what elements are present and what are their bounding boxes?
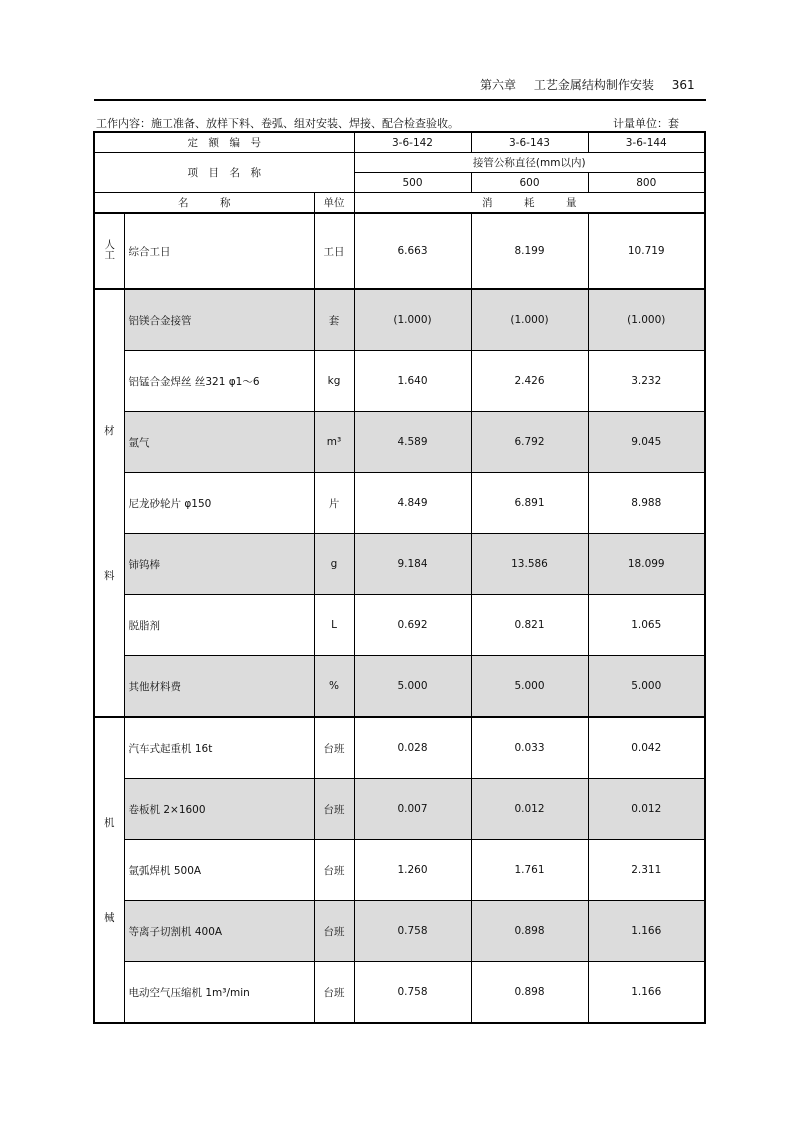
table-row	[94, 412, 705, 473]
quota-no: 3-6-142	[354, 132, 471, 153]
item-value: 1.260	[354, 840, 471, 901]
item-unit: 台班	[314, 840, 354, 901]
item-name-label: 项 目 名 称	[94, 153, 354, 193]
item-value: 3.232	[588, 351, 705, 412]
item-unit: 台班	[314, 901, 354, 962]
item-name: 等离子切割机 400A	[124, 901, 314, 962]
item-name: 氩气	[124, 412, 314, 473]
item-value: 0.758	[354, 901, 471, 962]
item-name: 卷板机 2×1600	[124, 779, 314, 840]
item-value: 0.821	[471, 595, 588, 656]
quota-no: 3-6-144	[588, 132, 705, 153]
item-unit: 片	[314, 473, 354, 534]
item-value: 0.028	[354, 717, 471, 779]
item-name: 脱脂剂	[124, 595, 314, 656]
item-value: 0.012	[471, 779, 588, 840]
param-header-row	[94, 153, 705, 173]
quota-no: 3-6-143	[471, 132, 588, 153]
item-value: 0.692	[354, 595, 471, 656]
param-value: 500	[354, 173, 471, 193]
item-value: 6.663	[354, 213, 471, 289]
item-value: 2.311	[588, 840, 705, 901]
table-row	[94, 534, 705, 595]
quota-no-row	[94, 132, 705, 153]
item-unit: 工日	[314, 213, 354, 289]
item-value: (1.000)	[471, 289, 588, 351]
table-row	[94, 473, 705, 534]
table-row	[94, 840, 705, 901]
item-value: 2.426	[471, 351, 588, 412]
category-label-bottom: 械	[104, 912, 115, 924]
table-row	[94, 595, 705, 656]
quota-no-label: 定 额 编 号	[94, 132, 354, 153]
table-row	[94, 351, 705, 412]
table-row	[94, 779, 705, 840]
table-row	[94, 656, 705, 718]
item-unit: m³	[314, 412, 354, 473]
item-value: 9.045	[588, 412, 705, 473]
item-value: 18.099	[588, 534, 705, 595]
col-unit-header: 单位	[314, 193, 354, 214]
param-label: 接管公称直径(mm以内)	[354, 153, 705, 173]
item-unit: 台班	[314, 717, 354, 779]
column-header-row	[94, 193, 705, 214]
category-materials	[94, 289, 124, 717]
item-value: 6.891	[471, 473, 588, 534]
table-row	[94, 213, 705, 289]
param-value: 800	[588, 173, 705, 193]
item-unit: 台班	[314, 962, 354, 1024]
item-value: 5.000	[354, 656, 471, 718]
item-unit: L	[314, 595, 354, 656]
work-content: 工作内容：施工准备、放样下料、卷弧、组对安装、焊接、配合检查验收。	[96, 117, 459, 130]
table-row	[94, 289, 705, 351]
item-name: 铈钨棒	[124, 534, 314, 595]
category-machinery	[94, 717, 124, 1023]
item-value: 10.719	[588, 213, 705, 289]
item-value: 13.586	[471, 534, 588, 595]
item-value: 6.792	[471, 412, 588, 473]
param-value: 600	[471, 173, 588, 193]
item-value: 5.000	[471, 656, 588, 718]
item-unit: g	[314, 534, 354, 595]
item-name: 氩弧焊机 500A	[124, 840, 314, 901]
unit-note: 计量单位：套	[613, 117, 679, 130]
category-label-top: 材	[104, 425, 115, 437]
item-name: 铝锰合金焊丝 丝321 φ1～6	[124, 351, 314, 412]
item-value: 0.898	[471, 901, 588, 962]
item-value: 0.042	[588, 717, 705, 779]
header-rule	[94, 99, 706, 101]
item-value: 1.065	[588, 595, 705, 656]
item-value: 1.640	[354, 351, 471, 412]
item-value: (1.000)	[354, 289, 471, 351]
category-label-bottom: 料	[104, 570, 115, 582]
item-value: 8.988	[588, 473, 705, 534]
chapter-title: 工艺金属结构制作安装	[533, 78, 654, 92]
item-value: (1.000)	[588, 289, 705, 351]
item-value: 0.007	[354, 779, 471, 840]
item-value: 1.761	[471, 840, 588, 901]
chapter-label: 第六章	[480, 78, 517, 92]
item-unit: %	[314, 656, 354, 718]
item-unit: 套	[314, 289, 354, 351]
item-name: 铝镁合金接管	[124, 289, 314, 351]
item-name: 其他材料费	[124, 656, 314, 718]
col-name-header: 名 称	[94, 193, 314, 214]
item-value: 0.898	[471, 962, 588, 1024]
quota-table	[93, 131, 706, 1024]
item-value: 0.758	[354, 962, 471, 1024]
page-header	[480, 76, 709, 93]
item-value: 1.166	[588, 962, 705, 1024]
item-name: 电动空气压缩机 1m³/min	[124, 962, 314, 1024]
category-label: 人工	[103, 239, 116, 260]
col-consumption-header: 消 耗 量	[354, 193, 705, 214]
item-name: 汽车式起重机 16t	[124, 717, 314, 779]
item-name: 尼龙砂轮片 φ150	[124, 473, 314, 534]
item-unit: kg	[314, 351, 354, 412]
item-value: 0.033	[471, 717, 588, 779]
item-value: 5.000	[588, 656, 705, 718]
category-label-top: 机	[104, 817, 115, 829]
item-name: 综合工日	[124, 213, 314, 289]
category-labor	[94, 213, 124, 289]
table-row	[94, 901, 705, 962]
table-row	[94, 717, 705, 779]
item-value: 9.184	[354, 534, 471, 595]
item-value: 4.589	[354, 412, 471, 473]
item-value: 1.166	[588, 901, 705, 962]
item-value: 4.849	[354, 473, 471, 534]
item-unit: 台班	[314, 779, 354, 840]
item-value: 8.199	[471, 213, 588, 289]
page-number: 361	[671, 78, 695, 92]
table-row	[94, 962, 705, 1024]
item-value: 0.012	[588, 779, 705, 840]
